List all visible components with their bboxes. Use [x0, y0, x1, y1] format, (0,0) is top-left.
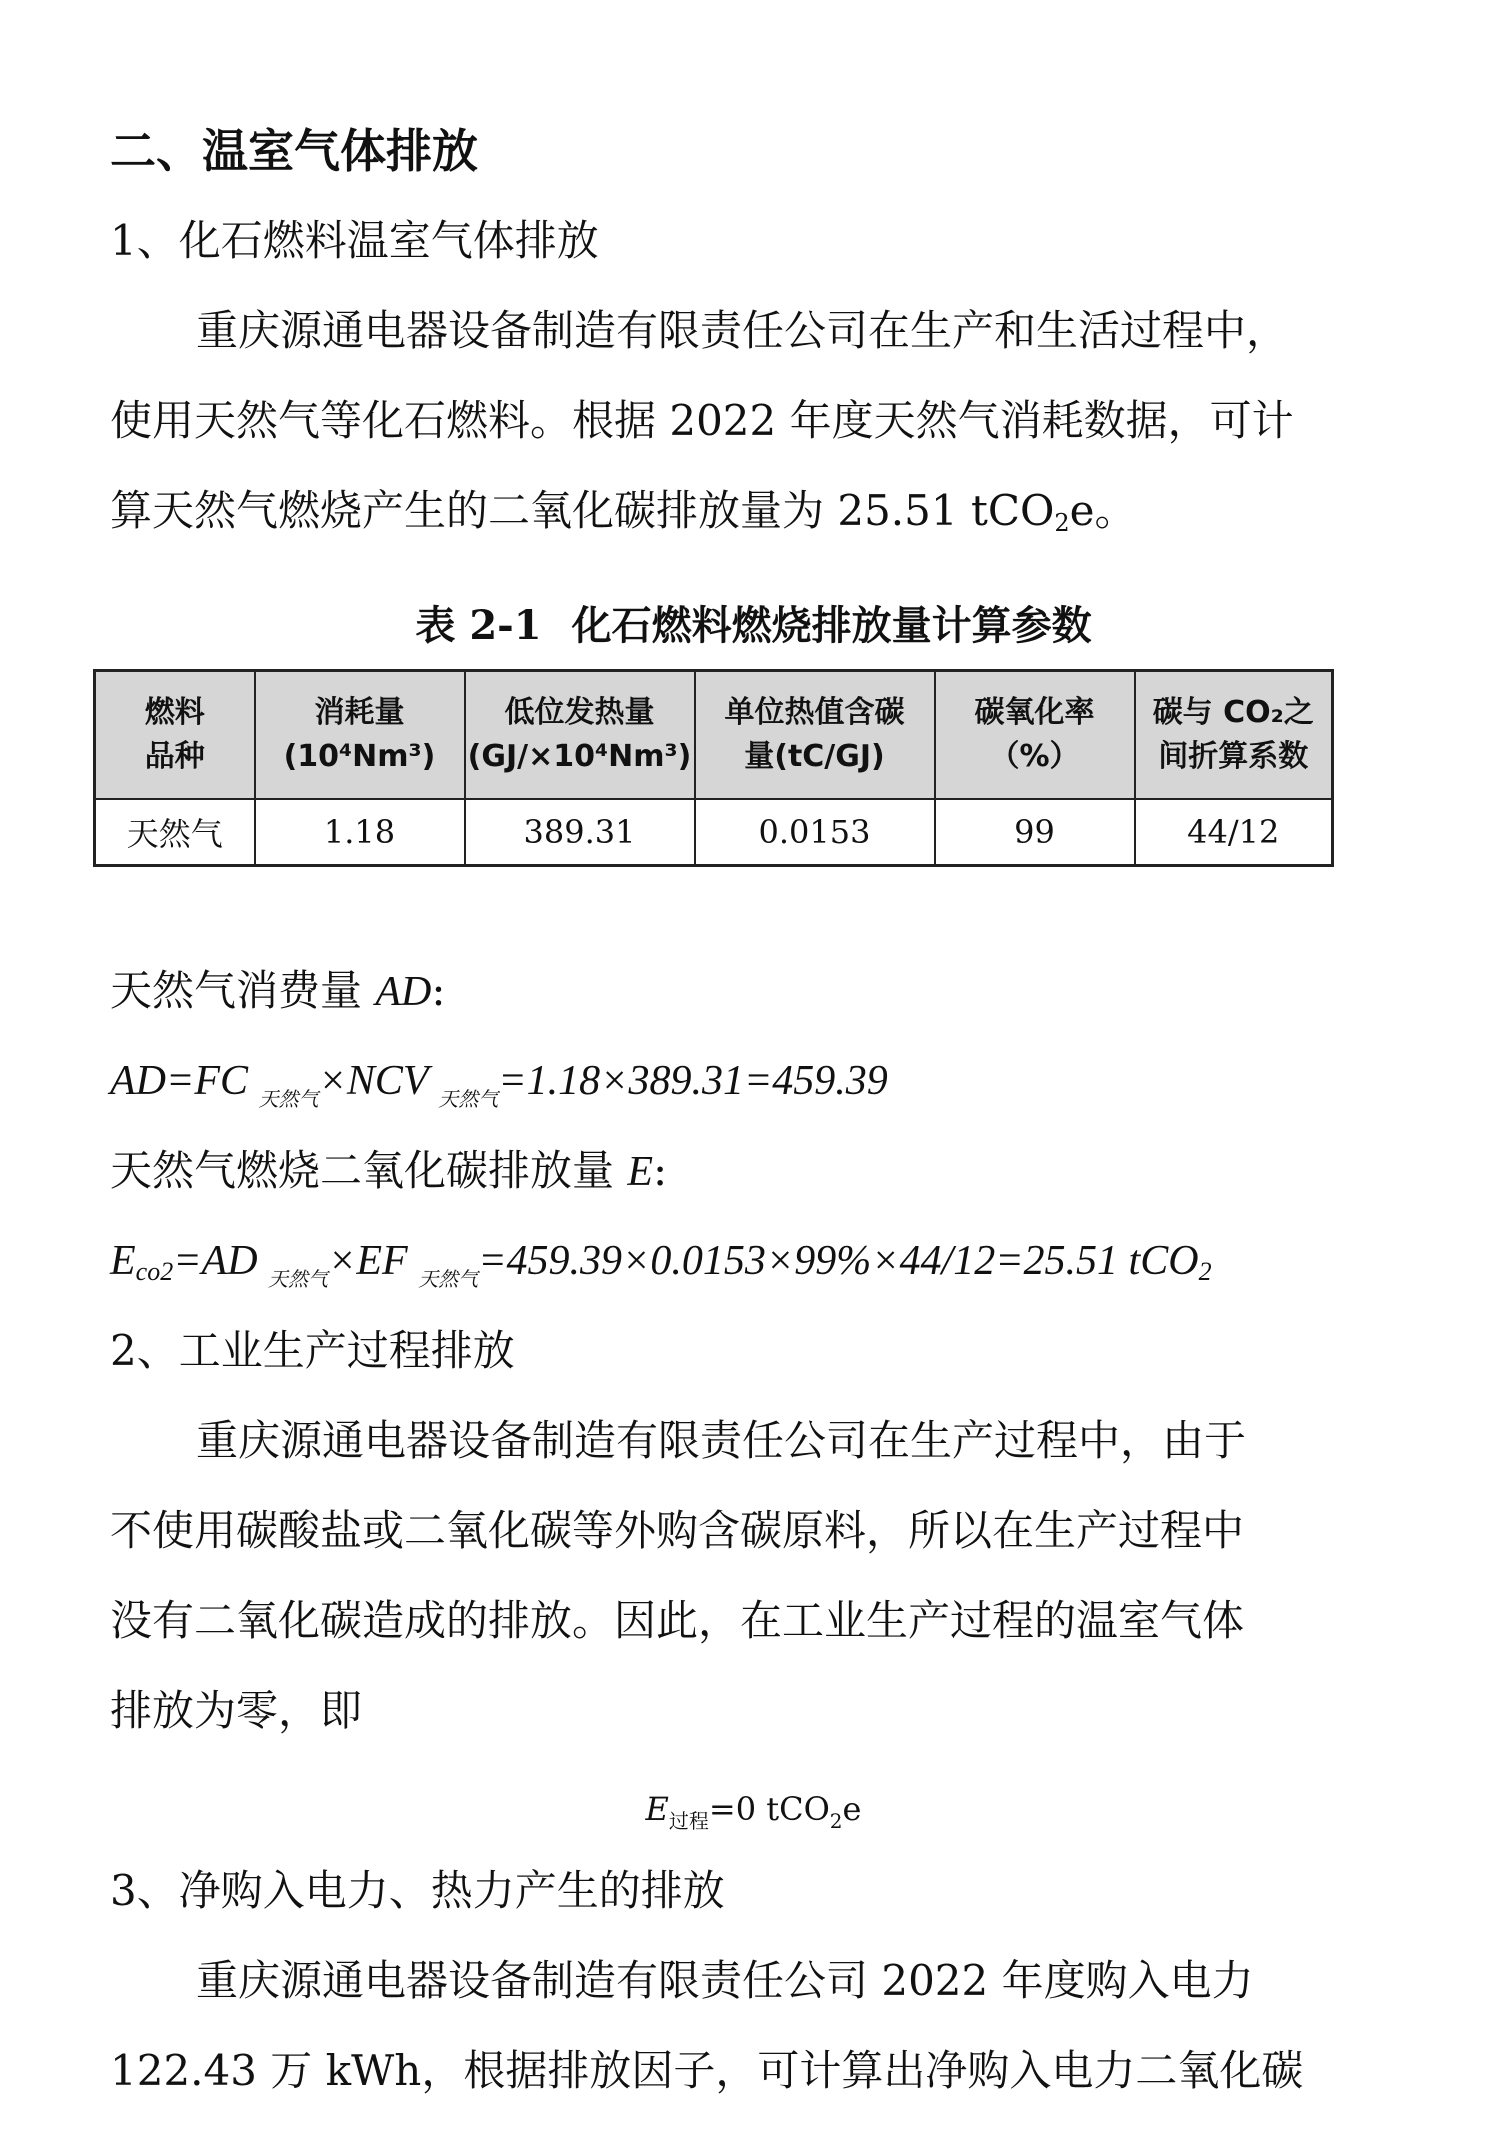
paragraph-1-line-3-tail: e。	[1069, 486, 1137, 535]
header-line: 量(tC/GJ)	[744, 739, 885, 774]
fuel-parameter-table	[93, 669, 1334, 867]
paragraph-1-line-3	[110, 483, 1137, 551]
header-line: 消耗量	[314, 695, 405, 730]
table-cell: 0.0153	[695, 799, 935, 866]
e-formula	[110, 1233, 1212, 1308]
formula-subscript: 2	[829, 1809, 843, 1833]
formula-subscript: co2	[135, 1257, 174, 1286]
formula-part: ×EF	[328, 1238, 419, 1284]
co2-subscript: 2	[1054, 509, 1070, 537]
table-caption	[0, 598, 1507, 654]
header-line: 碳与 CO₂之	[1152, 695, 1314, 730]
table-cell: 44/12	[1135, 799, 1333, 866]
header-cell	[465, 671, 695, 800]
table-cell: 99	[935, 799, 1135, 866]
formula-part: =AD	[173, 1238, 269, 1284]
ad-label	[110, 963, 446, 1020]
e-label-text: 天然气燃烧二氧化碳排放量	[110, 1146, 628, 1195]
paragraph-3-line-2: 122.43 万 kWh，根据排放因子，可计算出净购入电力二氧化碳	[110, 2046, 1304, 2095]
subsection-title-1: 1、化石燃料温室气体排放	[110, 216, 599, 265]
ad-label-text: 天然气消费量	[110, 966, 376, 1015]
formula-subscript: 天然气	[258, 1089, 319, 1111]
formula-part: =1.18×389.31=459.39	[498, 1058, 888, 1104]
header-line: 单位热值含碳	[724, 695, 905, 730]
e-symbol: E	[627, 1149, 654, 1195]
header-line: 燃料	[144, 695, 205, 730]
paragraph-2-line-4: 排放为零，即	[110, 1686, 363, 1735]
paragraph-3-line-1: 重庆源通电器设备制造有限责任公司 2022 年度购入电力	[196, 1956, 1254, 2005]
header-cell	[1135, 671, 1333, 800]
paragraph-2-line-1: 重庆源通电器设备制造有限责任公司在生产过程中，由于	[196, 1416, 1247, 1465]
formula-part: AD=FC	[110, 1058, 259, 1104]
formula-subscript: 过程	[668, 1809, 709, 1833]
table-row	[95, 799, 1333, 866]
process-emission-formula	[0, 1785, 1507, 1845]
formula-part: e	[842, 1790, 862, 1828]
e-label	[110, 1143, 667, 1200]
header-line: 碳氧化率	[974, 695, 1095, 730]
formula-subscript: 天然气	[438, 1089, 499, 1111]
header-line: （%）	[989, 739, 1080, 774]
formula-part: ×NCV	[318, 1058, 439, 1104]
e-colon: :	[653, 1146, 668, 1195]
formula-subscript: 天然气	[418, 1269, 479, 1291]
table-caption-number: 表 2-1	[415, 602, 542, 649]
formula-subscript: 2	[1198, 1257, 1212, 1286]
header-cell	[935, 671, 1135, 800]
header-line: 低位发热量	[504, 695, 655, 730]
formula-part: =0 tCO	[708, 1790, 830, 1828]
formula-part: =459.39×0.0153×99%×44/12=25.51 tCO	[478, 1238, 1199, 1284]
paragraph-1-line-1: 重庆源通电器设备制造有限责任公司在生产和生活过程中，	[196, 306, 1289, 355]
ad-formula	[110, 1053, 888, 1128]
header-cell	[95, 671, 255, 800]
header-cell	[255, 671, 465, 800]
subsection-title-2: 2、工业生产过程排放	[110, 1326, 515, 1375]
subsection-title-3: 3、净购入电力、热力产生的排放	[110, 1866, 725, 1915]
table-cell: 389.31	[465, 799, 695, 866]
ad-colon: :	[431, 966, 446, 1015]
header-cell	[695, 671, 935, 800]
table-caption-title: 化石燃料燃烧排放量计算参数	[571, 602, 1092, 649]
formula-subscript: 天然气	[268, 1269, 329, 1291]
table-header-row	[95, 671, 1333, 800]
paragraph-1-line-2: 使用天然气等化石燃料。根据 2022 年度天然气消耗数据，可计	[110, 396, 1294, 445]
header-line: (GJ/×10⁴Nm³)	[467, 739, 692, 774]
table-cell: 1.18	[255, 799, 465, 866]
paragraph-2-line-2: 不使用碳酸盐或二氧化碳等外购含碳原料，所以在生产过程中	[110, 1506, 1245, 1555]
formula-part: E	[110, 1238, 136, 1284]
section-heading: 二、温室气体排放	[110, 124, 478, 178]
formula-part: E	[645, 1790, 669, 1828]
paragraph-1-line-3-text: 算天然气燃烧产生的二氧化碳排放量为 25.51 tCO	[110, 486, 1055, 535]
ad-symbol: AD	[375, 969, 432, 1015]
paragraph-2-line-3: 没有二氧化碳造成的排放。因此，在工业生产过程的温室气体	[110, 1596, 1245, 1645]
header-line: 品种	[144, 739, 205, 774]
table-cell: 天然气	[95, 799, 255, 866]
header-line: (10⁴Nm³)	[283, 739, 436, 774]
header-line: 间折算系数	[1158, 739, 1309, 774]
